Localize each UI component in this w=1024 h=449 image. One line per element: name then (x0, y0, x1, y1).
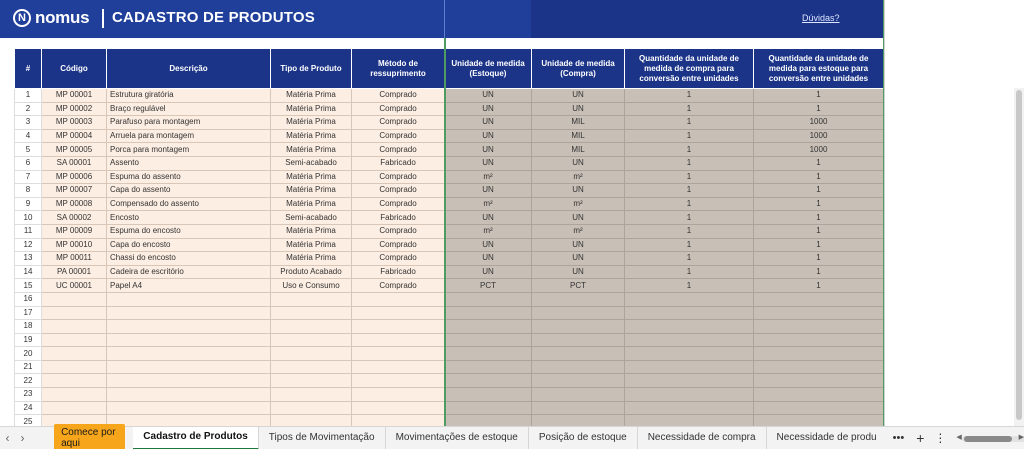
table-cell[interactable]: Comprado (352, 197, 445, 211)
table-cell[interactable]: Comprado (352, 238, 445, 252)
table-cell[interactable]: Matéria Prima (271, 238, 352, 252)
table-cell[interactable] (352, 388, 445, 402)
table-cell[interactable]: Produto Acabado (271, 265, 352, 279)
table-cell[interactable]: Comprado (352, 184, 445, 198)
table-cell[interactable]: Comprado (352, 224, 445, 238)
table-cell[interactable]: Fabricado (352, 156, 445, 170)
table-cell[interactable] (107, 320, 271, 334)
table-cell[interactable] (42, 333, 107, 347)
table-row (15, 89, 884, 103)
table-cell[interactable]: Semi-acabado (271, 211, 352, 225)
table-cell[interactable]: 1 (625, 224, 754, 238)
table-cell[interactable]: UN (445, 143, 532, 157)
table-cell[interactable]: 1 (754, 265, 884, 279)
table-cell[interactable]: 1 (754, 102, 884, 116)
table-cell[interactable] (754, 360, 884, 374)
table-cell[interactable]: Arruela para montagem (107, 129, 271, 143)
table-cell[interactable] (445, 388, 532, 402)
table-cell[interactable]: Comprado (352, 279, 445, 293)
column-header: Método de ressuprimento (352, 49, 445, 89)
table-cell[interactable]: m² (445, 224, 532, 238)
table-row (15, 401, 884, 415)
table-cell[interactable]: PA 00001 (42, 265, 107, 279)
table-cell[interactable] (42, 306, 107, 320)
sheet-tab-bar (0, 426, 1024, 449)
table-cell[interactable] (352, 401, 445, 415)
table-cell[interactable]: Fabricado (352, 211, 445, 225)
table-cell[interactable]: UN (532, 102, 625, 116)
table-cell[interactable]: UN (532, 238, 625, 252)
table-cell[interactable]: 1 (625, 116, 754, 130)
table-cell[interactable]: 1 (754, 184, 884, 198)
table-cell[interactable]: 1 (754, 156, 884, 170)
table-cell[interactable] (107, 292, 271, 306)
table-cell[interactable]: UN (532, 89, 625, 103)
row-number: 12 (15, 238, 42, 252)
table-cell[interactable]: Comprado (352, 252, 445, 266)
row-number: 21 (15, 360, 42, 374)
table-cell[interactable] (625, 374, 754, 388)
table-cell[interactable] (107, 388, 271, 402)
table-cell[interactable]: UN (445, 265, 532, 279)
table-row (15, 143, 884, 157)
table-cell[interactable] (271, 347, 352, 361)
table-cell[interactable] (271, 320, 352, 334)
table-cell[interactable] (352, 374, 445, 388)
table-body (15, 89, 884, 429)
table-cell[interactable] (42, 292, 107, 306)
table-cell[interactable]: 1000 (754, 129, 884, 143)
table-cell[interactable]: 1 (625, 102, 754, 116)
table-cell[interactable]: Comprado (352, 170, 445, 184)
table-cell[interactable]: Matéria Prima (271, 116, 352, 130)
column-header: Quantidade da unidade de medida para estoque para conversão entre unidades (754, 49, 884, 89)
table-cell[interactable] (352, 333, 445, 347)
table-cell[interactable] (532, 306, 625, 320)
table-row (15, 224, 884, 238)
table-cell[interactable] (107, 401, 271, 415)
table-cell[interactable]: UN (532, 265, 625, 279)
table-cell[interactable]: 1000 (754, 116, 884, 130)
table-cell[interactable] (532, 292, 625, 306)
table-cell[interactable]: 1 (754, 211, 884, 225)
row-number: 4 (15, 129, 42, 143)
table-cell[interactable] (754, 292, 884, 306)
row-number: 7 (15, 170, 42, 184)
table-cell[interactable]: MP 00005 (42, 143, 107, 157)
table-cell[interactable]: UN (532, 211, 625, 225)
table-cell[interactable] (271, 292, 352, 306)
row-number: 24 (15, 401, 42, 415)
row-number: 15 (15, 279, 42, 293)
table-cell[interactable]: Chassi do encosto (107, 252, 271, 266)
table-cell[interactable] (625, 401, 754, 415)
horizontal-scrollbar[interactable] (956, 434, 1024, 443)
table-cell[interactable] (625, 360, 754, 374)
table-cell[interactable]: 1 (625, 170, 754, 184)
table-cell[interactable]: 1 (625, 89, 754, 103)
scroll-right-icon[interactable]: ▶ (1018, 433, 1024, 441)
row-number: 6 (15, 156, 42, 170)
help-link[interactable]: Dúvidas? (802, 13, 840, 23)
table-cell[interactable]: Matéria Prima (271, 170, 352, 184)
more-icon[interactable]: ••• (892, 432, 905, 444)
table-cell[interactable]: UN (532, 184, 625, 198)
table-cell[interactable]: MP 00006 (42, 170, 107, 184)
table-cell[interactable]: MP 00002 (42, 102, 107, 116)
table-cell[interactable]: Comprado (352, 129, 445, 143)
row-number: 3 (15, 116, 42, 130)
table-row (15, 292, 884, 306)
table-cell[interactable]: MP 00008 (42, 197, 107, 211)
table-cell[interactable] (42, 347, 107, 361)
table-cell[interactable] (271, 333, 352, 347)
column-header: Unidade de medida (Estoque) (445, 49, 532, 89)
header-divider (444, 0, 445, 38)
row-number: 25 (15, 415, 42, 429)
tab-movimentacoes-de-estoque[interactable]: Movimentações de estoque (386, 427, 529, 449)
table-cell[interactable] (271, 360, 352, 374)
row-number: 18 (15, 320, 42, 334)
table-cell[interactable]: 1 (625, 211, 754, 225)
table-header-row (15, 49, 884, 89)
row-number: 17 (15, 306, 42, 320)
table-cell[interactable]: m² (532, 197, 625, 211)
column-header: Código (42, 49, 107, 89)
table-cell[interactable] (445, 360, 532, 374)
table-cell[interactable]: 1 (625, 143, 754, 157)
table-cell[interactable]: Fabricado (352, 265, 445, 279)
table-cell[interactable] (352, 306, 445, 320)
table-cell[interactable]: Matéria Prima (271, 129, 352, 143)
row-number: 20 (15, 347, 42, 361)
table-cell[interactable]: Capa do assento (107, 184, 271, 198)
table-cell[interactable] (107, 333, 271, 347)
table-cell[interactable]: PCT (445, 279, 532, 293)
table-cell[interactable]: Uso e Consumo (271, 279, 352, 293)
table-cell[interactable]: 1 (754, 170, 884, 184)
empty-sheet-area (884, 0, 1024, 426)
table-cell[interactable]: UC 00001 (42, 279, 107, 293)
table-cell[interactable] (445, 374, 532, 388)
table-cell[interactable]: UN (532, 156, 625, 170)
table-cell[interactable]: MP 00010 (42, 238, 107, 252)
table-cell[interactable] (532, 360, 625, 374)
table-cell[interactable] (532, 401, 625, 415)
table-cell[interactable]: Espuma do encosto (107, 224, 271, 238)
table-cell[interactable]: Compensado do assento (107, 197, 271, 211)
table-cell[interactable]: Parafuso para montagem (107, 116, 271, 130)
table-cell[interactable]: 1 (625, 129, 754, 143)
table-cell[interactable]: Comprado (352, 89, 445, 103)
table-cell[interactable] (107, 306, 271, 320)
table-cell[interactable]: Matéria Prima (271, 252, 352, 266)
table-cell[interactable] (352, 360, 445, 374)
column-header: Unidade de medida (Compra) (532, 49, 625, 89)
table-cell[interactable]: UN (445, 102, 532, 116)
table-cell[interactable] (42, 388, 107, 402)
table-cell[interactable]: Capa do encosto (107, 238, 271, 252)
table-cell[interactable] (445, 320, 532, 334)
table-cell[interactable]: MP 00009 (42, 224, 107, 238)
table-cell[interactable]: Matéria Prima (271, 224, 352, 238)
tab-necessidade-de-compra[interactable]: Necessidade de compra (638, 427, 767, 449)
table-cell[interactable]: SA 00002 (42, 211, 107, 225)
table-cell[interactable]: 1 (625, 265, 754, 279)
table-row (15, 238, 884, 252)
table-cell[interactable]: m² (532, 224, 625, 238)
table-cell[interactable]: 1 (625, 197, 754, 211)
table-cell[interactable] (754, 401, 884, 415)
table-cell[interactable] (271, 306, 352, 320)
table-cell[interactable]: UN (445, 129, 532, 143)
vertical-scrollbar-thumb[interactable] (1016, 90, 1022, 420)
plus-icon[interactable]: + (916, 430, 925, 446)
table-cell[interactable] (42, 401, 107, 415)
table-cell[interactable]: Espuma do assento (107, 170, 271, 184)
table-cell[interactable] (271, 388, 352, 402)
table-cell[interactable]: Matéria Prima (271, 143, 352, 157)
table-cell[interactable] (754, 306, 884, 320)
logo-mark-icon: N (13, 9, 31, 27)
table-cell[interactable] (42, 320, 107, 334)
table-row (15, 306, 884, 320)
row-number: 14 (15, 265, 42, 279)
table-cell[interactable] (271, 374, 352, 388)
table-cell[interactable]: MP 00001 (42, 89, 107, 103)
table-cell[interactable] (352, 292, 445, 306)
table-row (15, 333, 884, 347)
table-cell[interactable]: UN (445, 211, 532, 225)
table-cell[interactable]: 1 (754, 224, 884, 238)
table-cell[interactable]: Assento (107, 156, 271, 170)
table-cell[interactable]: UN (445, 89, 532, 103)
row-number: 11 (15, 224, 42, 238)
row-number: 10 (15, 211, 42, 225)
table-row (15, 102, 884, 116)
frozen-column-line (444, 38, 446, 426)
row-number: 5 (15, 143, 42, 157)
table-row (15, 320, 884, 334)
row-number: 9 (15, 197, 42, 211)
table-cell[interactable]: Comprado (352, 102, 445, 116)
nomus-logo (13, 8, 89, 28)
table-cell[interactable] (445, 401, 532, 415)
table-row (15, 347, 884, 361)
tab-necessidade-de-producao[interactable]: Necessidade de produ (776, 431, 877, 443)
tab-comece-por-aqui[interactable]: Comece por aqui (54, 424, 125, 449)
table-row (15, 184, 884, 198)
table-cell[interactable]: MIL (532, 116, 625, 130)
table-cell[interactable]: MIL (532, 129, 625, 143)
chevron-right-icon[interactable]: › (20, 431, 25, 445)
table-cell[interactable] (754, 388, 884, 402)
title-separator (102, 9, 104, 28)
table-row (15, 156, 884, 170)
table-cell[interactable]: Semi-acabado (271, 156, 352, 170)
table-cell[interactable] (445, 306, 532, 320)
table-cell[interactable] (532, 333, 625, 347)
table-cell[interactable] (532, 347, 625, 361)
column-header: Tipo de Produto (271, 49, 352, 89)
table-cell[interactable] (107, 347, 271, 361)
table-cell[interactable]: 1 (754, 89, 884, 103)
table-cell[interactable] (532, 374, 625, 388)
table-cell[interactable]: Porca para montagem (107, 143, 271, 157)
table-cell[interactable]: Matéria Prima (271, 89, 352, 103)
table-cell[interactable]: MP 00011 (42, 252, 107, 266)
table-cell[interactable]: Encosto (107, 211, 271, 225)
table-cell[interactable] (445, 347, 532, 361)
column-header: # (15, 49, 42, 89)
table-cell[interactable]: MIL (532, 143, 625, 157)
table-cell[interactable] (754, 347, 884, 361)
column-header: Descrição (107, 49, 271, 89)
table-cell[interactable]: 1 (625, 238, 754, 252)
table-cell[interactable]: Matéria Prima (271, 197, 352, 211)
row-number: 19 (15, 333, 42, 347)
table-cell[interactable]: MP 00004 (42, 129, 107, 143)
table-cell[interactable] (532, 320, 625, 334)
table-row (15, 116, 884, 130)
table-row (15, 197, 884, 211)
table-cell[interactable] (625, 333, 754, 347)
table-cell[interactable] (271, 401, 352, 415)
tab-tipos-de-movimentacao[interactable]: Tipos de Movimentação (259, 427, 386, 449)
table-cell[interactable]: Comprado (352, 143, 445, 157)
table-cell[interactable] (445, 333, 532, 347)
tab-posicao-de-estoque[interactable]: Posição de estoque (529, 427, 638, 449)
table-cell[interactable]: m² (532, 170, 625, 184)
table-cell[interactable] (107, 360, 271, 374)
row-number: 8 (15, 184, 42, 198)
row-number: 16 (15, 292, 42, 306)
table-cell[interactable] (352, 320, 445, 334)
table-cell[interactable] (532, 388, 625, 402)
row-number: 13 (15, 252, 42, 266)
table-cell[interactable]: UN (445, 184, 532, 198)
table-cell[interactable]: SA 00001 (42, 156, 107, 170)
table-cell[interactable]: m² (445, 197, 532, 211)
table-cell[interactable]: 1000 (754, 143, 884, 157)
table-cell[interactable] (754, 320, 884, 334)
table-row (15, 388, 884, 402)
table-cell[interactable] (754, 333, 884, 347)
table-row (15, 279, 884, 293)
table-cell[interactable]: 1 (754, 197, 884, 211)
table-cell[interactable] (754, 374, 884, 388)
table-cell[interactable] (107, 374, 271, 388)
products-table (14, 48, 884, 429)
table-cell[interactable]: 1 (625, 156, 754, 170)
table-cell[interactable]: Braço regulável (107, 102, 271, 116)
chevron-left-icon[interactable]: ‹ (5, 431, 10, 445)
table-cell[interactable]: m² (445, 170, 532, 184)
table-cell[interactable]: Matéria Prima (271, 102, 352, 116)
column-header: Quantidade da unidade de medida de compra para conversão entre unidades (625, 49, 754, 89)
row-number: 2 (15, 102, 42, 116)
table-cell[interactable]: UN (445, 116, 532, 130)
table-row (15, 374, 884, 388)
vertical-ellipsis-icon[interactable]: ⋮ (934, 431, 947, 445)
table-cell[interactable] (625, 292, 754, 306)
table-cell[interactable] (625, 388, 754, 402)
table-row (15, 265, 884, 279)
table-cell[interactable]: Papel A4 (107, 279, 271, 293)
table-cell[interactable]: Cadeira de escritório (107, 265, 271, 279)
table-cell[interactable]: MP 00007 (42, 184, 107, 198)
table-row (15, 170, 884, 184)
table-cell[interactable]: 1 (625, 184, 754, 198)
table-cell[interactable]: PCT (532, 279, 625, 293)
table-cell[interactable]: Comprado (352, 116, 445, 130)
table-cell[interactable] (625, 320, 754, 334)
table-cell[interactable]: Matéria Prima (271, 184, 352, 198)
table-cell[interactable] (445, 292, 532, 306)
table-cell[interactable]: UN (532, 252, 625, 266)
logo-text: nomus (35, 8, 90, 27)
table-row (15, 252, 884, 266)
table-cell[interactable] (352, 347, 445, 361)
table-cell[interactable] (625, 347, 754, 361)
table-cell[interactable] (42, 374, 107, 388)
table-row (15, 360, 884, 374)
table-cell[interactable]: Estrutura giratória (107, 89, 271, 103)
table-cell[interactable] (42, 360, 107, 374)
horizontal-scrollbar-thumb[interactable] (964, 436, 1012, 442)
table-cell[interactable]: UN (445, 252, 532, 266)
table-cell[interactable]: 1 (754, 279, 884, 293)
table-cell[interactable]: 1 (625, 252, 754, 266)
row-number: 22 (15, 374, 42, 388)
tab-cadastro-de-produtos[interactable]: Cadastro de Produtos (133, 427, 258, 449)
page-title: CADASTRO DE PRODUTOS (112, 9, 315, 26)
scroll-left-icon[interactable]: ◀ (956, 433, 962, 441)
table-cell[interactable]: MP 00003 (42, 116, 107, 130)
table-cell[interactable]: 1 (754, 238, 884, 252)
table-cell[interactable] (625, 306, 754, 320)
table-row (15, 129, 884, 143)
row-number: 23 (15, 388, 42, 402)
table-cell[interactable]: 1 (625, 279, 754, 293)
table-cell[interactable]: 1 (754, 252, 884, 266)
table-row (15, 211, 884, 225)
header-gap (0, 38, 884, 48)
table-cell[interactable]: UN (445, 238, 532, 252)
row-number: 1 (15, 89, 42, 103)
table-cell[interactable]: UN (445, 156, 532, 170)
